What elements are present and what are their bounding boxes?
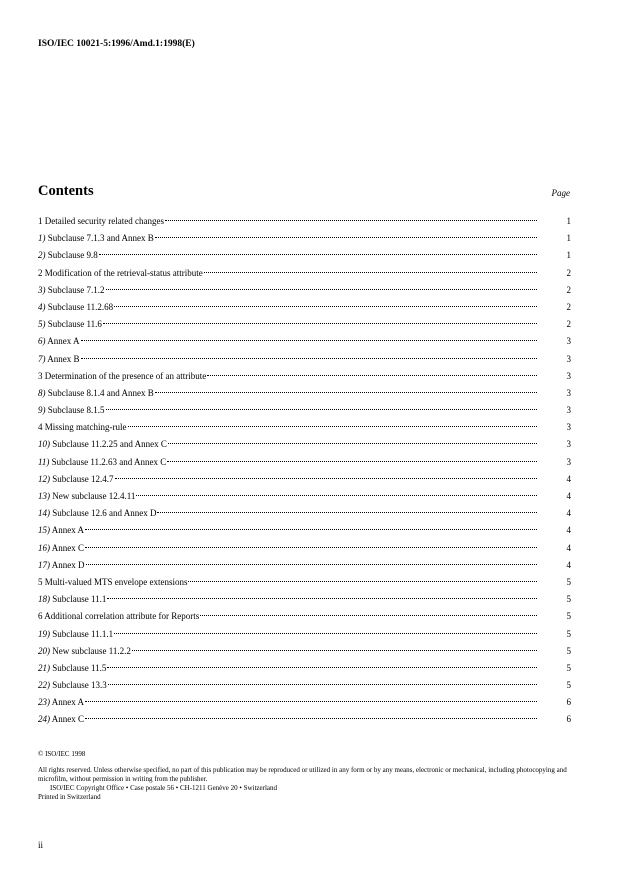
toc-leader-dots bbox=[207, 375, 537, 376]
toc-entry-text: 3 Determination of the presence of an attribute bbox=[38, 370, 207, 381]
toc-entry[interactable] bbox=[38, 660, 571, 677]
toc-page-number: 5 bbox=[566, 611, 571, 622]
toc-entry-text: Subclause 11.2.63 and Annex C bbox=[49, 456, 167, 467]
toc-page-number: 2 bbox=[566, 284, 571, 295]
toc-page-number: 3 bbox=[566, 370, 571, 381]
toc-leader-dots bbox=[157, 512, 537, 513]
toc-page-number: 1 bbox=[566, 233, 571, 244]
toc-entry-number: 24) bbox=[38, 714, 50, 725]
toc-entry-number: 19) bbox=[38, 628, 50, 639]
toc-entry-title bbox=[38, 247, 98, 264]
toc-entry-text: Subclause 11.2.68 bbox=[45, 301, 114, 312]
toc-leader-dots bbox=[188, 581, 537, 582]
toc-page-number: 3 bbox=[566, 336, 571, 347]
toc-leader-dots bbox=[200, 615, 537, 616]
toc-entry-text: Annex A bbox=[50, 525, 85, 536]
toc-leader-dots bbox=[108, 684, 537, 685]
toc-entry-text: Subclause 11.1 bbox=[50, 594, 107, 605]
toc-entry[interactable] bbox=[38, 522, 571, 539]
toc-entry-number: 12) bbox=[38, 473, 50, 484]
toc-entry-text: Annex C bbox=[50, 714, 85, 725]
toc-entry-title bbox=[38, 488, 135, 505]
toc-page-number: 1 bbox=[566, 216, 571, 226]
toc-entry[interactable] bbox=[38, 591, 571, 608]
toc-entry[interactable] bbox=[38, 626, 571, 643]
toc-entry-title bbox=[38, 643, 131, 660]
toc-leader-dots bbox=[103, 323, 537, 324]
toc-leader-dots bbox=[155, 392, 537, 393]
page-column-label: Page bbox=[551, 188, 570, 198]
toc-entry-number: 5) bbox=[38, 319, 46, 330]
toc-entry-title bbox=[38, 522, 84, 539]
toc-entry[interactable] bbox=[38, 454, 571, 471]
toc-entry-number: 7) bbox=[38, 353, 46, 364]
toc-leader-dots bbox=[85, 547, 537, 548]
toc-entry-title bbox=[38, 316, 102, 333]
toc-entry-title bbox=[38, 540, 84, 557]
toc-entry-text: 6 Additional correlation attribute for Reports bbox=[38, 611, 200, 622]
toc-entry[interactable] bbox=[38, 419, 571, 436]
toc-page-number: 5 bbox=[566, 680, 571, 691]
toc-page-number: 4 bbox=[566, 542, 571, 553]
toc-entry-number: 8) bbox=[38, 387, 46, 398]
toc-entry-text: Subclause 7.1.3 and Annex B bbox=[45, 233, 154, 244]
toc-page-number: 5 bbox=[566, 662, 571, 673]
page-number: ii bbox=[38, 840, 44, 850]
toc-page-number: 3 bbox=[566, 353, 571, 364]
toc-entry-title bbox=[38, 454, 166, 471]
toc-entry-title bbox=[38, 333, 80, 350]
toc-leader-dots bbox=[114, 633, 537, 634]
toc-entry[interactable] bbox=[38, 540, 571, 557]
toc-entry-number: 2) bbox=[38, 250, 46, 261]
toc-page-number: 5 bbox=[566, 645, 571, 656]
toc-entry-text: Annex C bbox=[50, 542, 85, 553]
toc-leader-dots bbox=[204, 272, 537, 273]
toc-entry[interactable] bbox=[38, 299, 571, 316]
toc-entry[interactable] bbox=[38, 402, 571, 419]
toc-entry-title bbox=[38, 213, 164, 230]
toc-entry[interactable] bbox=[38, 265, 571, 282]
toc-entry-number: 14) bbox=[38, 508, 50, 519]
toc-leader-dots bbox=[106, 289, 538, 290]
toc-entry-title bbox=[38, 299, 113, 316]
toc-leader-dots bbox=[106, 409, 538, 410]
toc-entry-title bbox=[38, 385, 154, 402]
toc-entry-title bbox=[38, 505, 156, 522]
toc-entry-text: Subclause 11.2.25 and Annex C bbox=[50, 439, 167, 450]
toc-leader-dots bbox=[85, 701, 537, 702]
toc-entry[interactable] bbox=[38, 436, 571, 453]
toc-entry-title bbox=[38, 402, 105, 419]
toc-leader-dots bbox=[114, 306, 537, 307]
toc-entry-title bbox=[38, 677, 107, 694]
toc-page-number: 4 bbox=[566, 559, 571, 570]
toc-entry-text: 1 Detailed security related changes bbox=[38, 216, 164, 226]
toc-page-number: 3 bbox=[566, 387, 571, 398]
toc-entry-text: Subclause 11.6 bbox=[45, 319, 102, 330]
toc-entry-title bbox=[38, 282, 105, 299]
toc-entry[interactable] bbox=[38, 711, 571, 728]
copyright-line: © ISO/IEC 1998 bbox=[38, 750, 86, 758]
toc-entry-title bbox=[38, 608, 199, 625]
toc-entry[interactable] bbox=[38, 488, 571, 505]
toc-page-number: 2 bbox=[566, 319, 571, 330]
toc-entry-number: 4) bbox=[38, 301, 46, 312]
toc-entry-text: 5 Multi-valued MTS envelope extensions bbox=[38, 576, 188, 587]
toc-leader-dots bbox=[99, 254, 537, 255]
toc-entry-number: 17) bbox=[38, 559, 50, 570]
toc-leader-dots bbox=[132, 650, 537, 651]
toc-entry-number: 13) bbox=[38, 491, 50, 501]
toc-entry-title bbox=[38, 591, 106, 608]
toc-entry-text: New subclause 12.4.11 bbox=[50, 491, 136, 501]
toc-page-number: 6 bbox=[566, 714, 571, 725]
toc-entry-number: 18) bbox=[38, 594, 50, 605]
toc-entry-text: New subclause 11.2.2 bbox=[50, 645, 131, 656]
toc-entry-title bbox=[38, 351, 80, 368]
toc-page-number: 6 bbox=[566, 697, 571, 708]
toc-entry[interactable] bbox=[38, 471, 571, 488]
toc-page-number: 5 bbox=[566, 628, 571, 639]
toc-leader-dots bbox=[81, 358, 537, 359]
toc-leader-dots bbox=[85, 529, 537, 530]
toc-entry[interactable] bbox=[38, 574, 571, 591]
toc-leader-dots bbox=[136, 495, 537, 496]
toc-entry[interactable] bbox=[38, 333, 571, 350]
toc-entry-title bbox=[38, 265, 203, 282]
toc-entry-text: Annex D bbox=[50, 559, 85, 570]
toc-page-number: 2 bbox=[566, 267, 571, 278]
toc-entry-text: 4 Missing matching-rule bbox=[38, 422, 127, 433]
toc-entry[interactable] bbox=[38, 505, 571, 522]
toc-entry-number: 22) bbox=[38, 680, 50, 691]
toc-entry[interactable] bbox=[38, 368, 571, 385]
toc-entry[interactable] bbox=[38, 643, 571, 660]
toc-leader-dots bbox=[86, 564, 538, 565]
toc-page-number: 3 bbox=[566, 405, 571, 416]
document-identifier: ISO/IEC 10021-5:1996/Amd.1:1998(E) bbox=[38, 39, 195, 49]
toc-entry-title bbox=[38, 368, 206, 385]
printed-location: Printed in Switzerland bbox=[38, 793, 101, 801]
toc-page-number: 1 bbox=[566, 250, 571, 261]
toc-entry-number: 23) bbox=[38, 697, 50, 708]
toc-entry-number: 21) bbox=[38, 662, 50, 673]
toc-page-number: 4 bbox=[566, 508, 571, 519]
toc-page-number: 2 bbox=[566, 301, 571, 312]
toc-entry-number: 9) bbox=[38, 405, 46, 416]
toc-leader-dots bbox=[165, 220, 537, 221]
toc-entry-title bbox=[38, 626, 113, 643]
toc-entry-number: 1) bbox=[38, 233, 46, 244]
toc-entry[interactable] bbox=[38, 316, 571, 333]
toc-page-number: 5 bbox=[566, 576, 571, 587]
toc-page-number: 5 bbox=[566, 594, 571, 605]
toc-leader-dots bbox=[107, 667, 537, 668]
toc-leader-dots bbox=[168, 443, 537, 444]
toc-entry-text: Subclause 8.1.4 and Annex B bbox=[45, 387, 154, 398]
toc-entry-text: Annex A bbox=[45, 336, 80, 347]
toc-leader-dots bbox=[115, 478, 538, 479]
toc-entry-text: Subclause 8.1.5 bbox=[45, 405, 105, 416]
copyright-office-address: ISO/IEC Copyright Office • Case postale 56 • CH-1211 Genève 20 • Switzerland bbox=[50, 784, 278, 792]
toc-entry-title bbox=[38, 230, 154, 247]
toc-page-number: 4 bbox=[566, 525, 571, 536]
toc-entry-number: 3) bbox=[38, 284, 46, 295]
toc-entry-text: Annex B bbox=[45, 353, 80, 364]
toc-entry-number: 16) bbox=[38, 542, 50, 553]
toc-entry-title bbox=[38, 694, 84, 711]
copyright-notice bbox=[38, 750, 571, 802]
toc-entry-title bbox=[38, 471, 114, 488]
toc-entry-text: Subclause 12.4.7 bbox=[50, 473, 114, 484]
toc-entry[interactable] bbox=[38, 351, 571, 368]
contents-heading: Contents bbox=[38, 183, 94, 199]
toc-entry-title bbox=[38, 660, 106, 677]
toc-page-number: 4 bbox=[566, 491, 571, 501]
toc-entry-title bbox=[38, 557, 85, 574]
toc-entry[interactable] bbox=[38, 677, 571, 694]
toc-leader-dots bbox=[155, 237, 537, 238]
toc-leader-dots bbox=[85, 718, 537, 719]
toc-page-number: 4 bbox=[566, 473, 571, 484]
toc-entry-text: Subclause 13.3 bbox=[50, 680, 107, 691]
toc-entry-title bbox=[38, 419, 127, 436]
toc-leader-dots bbox=[107, 598, 537, 599]
toc-entry-title bbox=[38, 574, 187, 591]
toc-entry-title bbox=[38, 711, 84, 728]
toc-entry-text: Subclause 9.8 bbox=[45, 250, 98, 261]
toc-entry-title bbox=[38, 436, 167, 453]
toc-page-number: 3 bbox=[566, 456, 571, 467]
toc-entry-number: 15) bbox=[38, 525, 50, 536]
toc-entry[interactable] bbox=[38, 608, 571, 625]
toc-entry[interactable] bbox=[38, 557, 571, 574]
toc-entry-number: 11) bbox=[38, 456, 50, 467]
toc-entry-number: 20) bbox=[38, 645, 50, 656]
toc-leader-dots bbox=[81, 340, 537, 341]
toc-entry-number: 10) bbox=[38, 439, 50, 450]
toc-entry[interactable] bbox=[38, 247, 571, 264]
toc-leader-dots bbox=[167, 461, 537, 462]
table-of-contents bbox=[38, 213, 571, 729]
toc-entry-number: 6) bbox=[38, 336, 46, 347]
toc-entry-text: Subclause 12.6 and Annex D bbox=[50, 508, 157, 519]
toc-entry-text: 2 Modification of the retrieval-status attribute bbox=[38, 267, 203, 278]
rights-statement: All rights reserved. Unless otherwise specified, no part of this publication may be reproduced or utilized in any form or by any means, electronic or mechanical, including photocopying and microfilm, without permission in writing from the publisher. bbox=[38, 766, 567, 783]
toc-page-number: 3 bbox=[566, 439, 571, 450]
toc-entry[interactable] bbox=[38, 694, 571, 711]
toc-entry-text: Subclause 7.1.2 bbox=[45, 284, 105, 295]
toc-entry[interactable] bbox=[38, 282, 571, 299]
toc-entry-text: Subclause 11.5 bbox=[50, 662, 107, 673]
toc-entry[interactable] bbox=[38, 385, 571, 402]
toc-page-number: 3 bbox=[566, 422, 571, 433]
toc-entry[interactable] bbox=[38, 230, 571, 247]
toc-entry-text: Annex A bbox=[50, 697, 85, 708]
toc-entry-text: Subclause 11.1.1 bbox=[50, 628, 114, 639]
toc-entry[interactable] bbox=[38, 213, 571, 230]
toc-leader-dots bbox=[128, 426, 538, 427]
